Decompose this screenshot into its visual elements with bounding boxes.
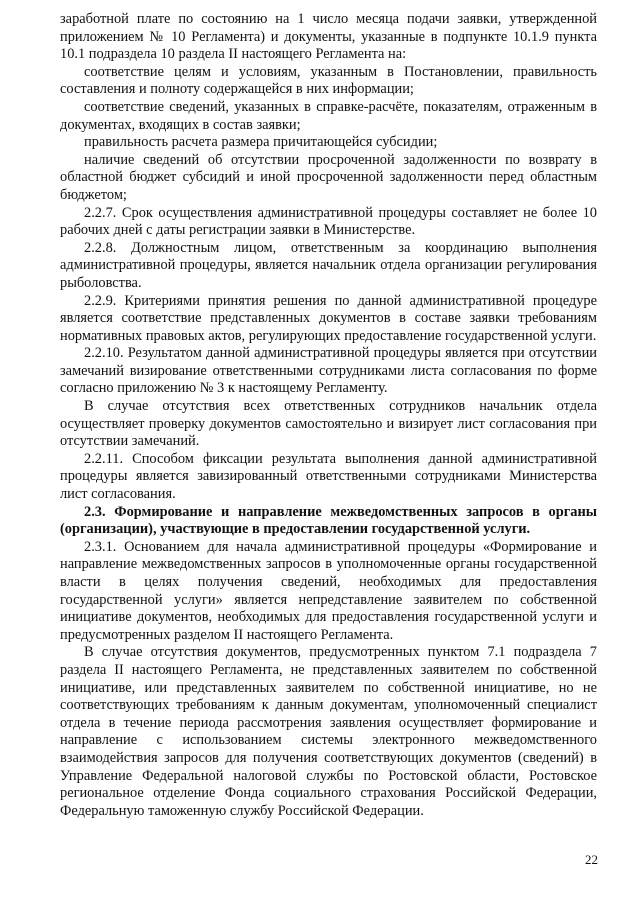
paragraph-missing-documents: В случае отсутствия документов, предусмотренных пунктом 7.1 подраздела 7 раздела II настоящего Регламента, не представленных заявителем по собственной инициативе, или представленных заявителем по собственной инициативе, но не соответствующих требованиям к данным документам, уполномоченный специалист отдела в течение периода рассмотрения заявления осуществляет формирование и направление с использованием системы электронного межведомственного взаимодействия запросов для получения соответствующих документов (сведений) в Управление Федеральной налоговой службы по Ростовской области, Ростовское региональное отделение Фонда социального страхования Российской Федерации, Федеральную таможенную службу Российской Федерации. xyxy=(60,644,597,819)
paragraph-1: заработной плате по состоянию на 1 число месяца подачи заявки, утвержденной приложением № 10 Регламента) и документы, указанные в подпункте 10.1.9 пункта 10.1 подраздела 10 раздела II настоящего Регламента на: xyxy=(60,11,597,63)
paragraph-2-2-8: 2.2.8. Должностным лицом, ответственным за координацию выполнения административной процедуры, является начальник отдела организации регулирования рыболовства. xyxy=(60,239,597,291)
paragraph-2-2-10: 2.2.10. Результатом данной административной процедуры является при отсутствии замечаний визирование ответственными сотрудниками листа согласования по форме согласно приложению № 3 к настоящему Регламенту. xyxy=(60,345,597,397)
page-number: 22 xyxy=(585,852,598,867)
paragraph-2-2-7: 2.2.7. Срок осуществления административной процедуры составляет не более 10 рабочих дней с даты регистрации заявки в Министерстве. xyxy=(60,204,597,239)
document-body xyxy=(60,11,597,820)
paragraph-2-3-1: 2.3.1. Основанием для начала административной процедуры «Формирование и направление межведомственных запросов в уполномоченные органы государственной власти в целях получения сведений, необходимых для предоставления государственной услуги» является непредставление заявителем по собственной инициативе документов, необходимых для предоставления государственной услуги и предусмотренных разделом II настоящего Регламента. xyxy=(60,538,597,643)
paragraph-3: соответствие сведений, указанных в справке-расчёте, показателям, отраженным в документах, входящих в состав заявки; xyxy=(60,98,597,133)
paragraph-2-2-9: 2.2.9. Критериями принятия решения по данной административной процедуре является соответствие представленных документов в составе заявки требованиям нормативных правовых актов, регулирующих предоставление государственной услуги. xyxy=(60,292,597,344)
paragraph-5: наличие сведений об отсутствии просроченной задолженности по возврату в областной бюджет субсидий и иной просроченной задолженности перед областным бюджетом; xyxy=(60,151,597,203)
paragraph-2-2-11: 2.2.11. Способом фиксации результата выполнения данной административной процедуры является завизированный ответственными сотрудниками Министерства лист согласования. xyxy=(60,450,597,503)
section-heading-2-3: 2.3. Формирование и направление межведомственных запросов в органы (организации), участвующие в предоставлении государственной услуги. xyxy=(60,503,597,538)
paragraph-2: соответствие целям и условиям, указанным в Постановлении, правильность составления и полноту содержащейся в них информации; xyxy=(60,63,597,98)
paragraph-absence-of-staff: В случае отсутствия всех ответственных сотрудников начальник отдела осуществляет проверку документов самостоятельно и визирует лист согласования при отсутствии замечаний. xyxy=(60,398,597,450)
paragraph-4: правильность расчета размера причитающейся субсидии; xyxy=(84,134,438,151)
